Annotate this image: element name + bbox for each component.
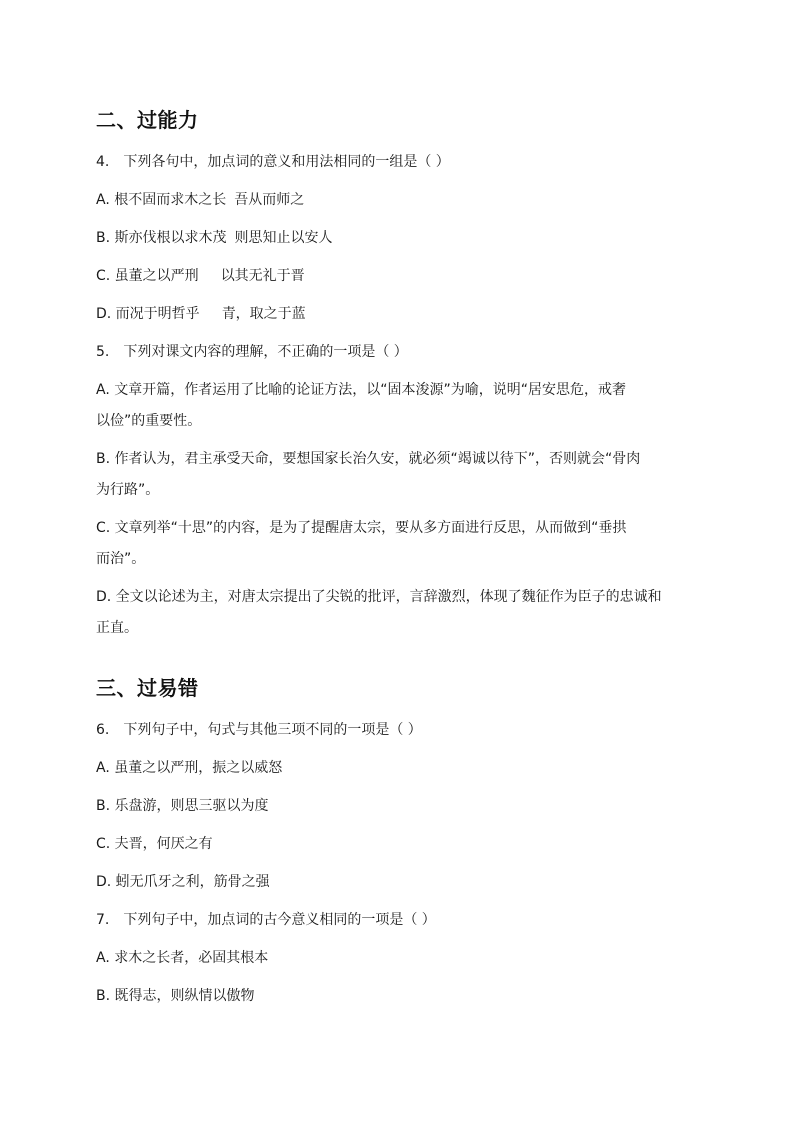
option-text-b: 青，取之于蓝 — [221, 306, 306, 322]
question-7-option-b: B. 既得志，则纵情以傲物 — [96, 988, 255, 1004]
option-text: C. 虽董之以严刑 — [96, 268, 199, 284]
question-4-option-b — [96, 229, 333, 247]
question-7-option-a: A. 求木之长者，必固其根本 — [96, 950, 269, 966]
question-6-stem: 6. 下列句子中，句式与其他三项不同的一项是（ ） — [96, 722, 422, 738]
question-5-option-a-line1: A. 文章开篇，作者运用了比喻的论证方法，以“固本浚源”为喻，说明“居安思危，戒奢 — [96, 382, 626, 398]
question-5-option-d-line1: D. 全文以论述为主，对唐太宗提出了尖锐的批评，言辞激烈，体现了魏征作为臣子的忠诚和 — [96, 589, 662, 605]
question-5-option-d-line2: 正直。 — [96, 620, 138, 636]
option-text: A. 根不固而求木之长 — [96, 192, 227, 208]
section-title-errors: 三、过易错 — [96, 676, 199, 700]
question-6-option-b: B. 乐盘游，则思三驱以为度 — [96, 798, 269, 814]
question-6-option-c: C. 夫晋，何厌之有 — [96, 836, 213, 852]
question-7-stem: 7. 下列句子中，加点词的古今意义相同的一项是（ ） — [96, 912, 436, 928]
question-4-stem: 4. 下列各句中，加点词的意义和用法相同的一组是（ ） — [96, 154, 450, 170]
question-5-option-c-line1: C. 文章列举“十思”的内容，是为了提醒唐太宗，要从多方面进行反思，从而做到“垂拱 — [96, 520, 627, 536]
option-text-b: 吾从而师之 — [234, 192, 305, 208]
question-4-option-d — [96, 305, 306, 323]
question-6-option-d: D. 蚓无爪牙之利，筋骨之强 — [96, 874, 270, 890]
question-5-stem: 5. 下列对课文内容的理解，不正确的一项是（ ） — [96, 344, 408, 360]
option-text-b: 以其无礼于晋 — [220, 268, 305, 284]
option-text: B. 斯亦伐根以求木茂 — [96, 230, 227, 246]
question-4-option-c — [96, 267, 305, 285]
option-text-b: 则思知止以安人 — [234, 230, 333, 246]
question-6-option-a: A. 虽董之以严刑，振之以威怒 — [96, 760, 283, 776]
option-text: D. 而况于明哲乎 — [96, 306, 200, 322]
question-5-option-c-line2: 而治”。 — [96, 551, 146, 567]
question-5-option-b-line1: B. 作者认为，君主承受天命，要想国家长治久安，就必须“竭诚以待下”，否则就会“骨肉 — [96, 451, 641, 467]
question-5-option-a-line2: 以俭”的重要性。 — [96, 413, 202, 429]
question-5-option-b-line2: 为行路”。 — [96, 482, 160, 498]
section-title-ability: 二、过能力 — [96, 108, 199, 132]
question-4-option-a — [96, 191, 304, 209]
